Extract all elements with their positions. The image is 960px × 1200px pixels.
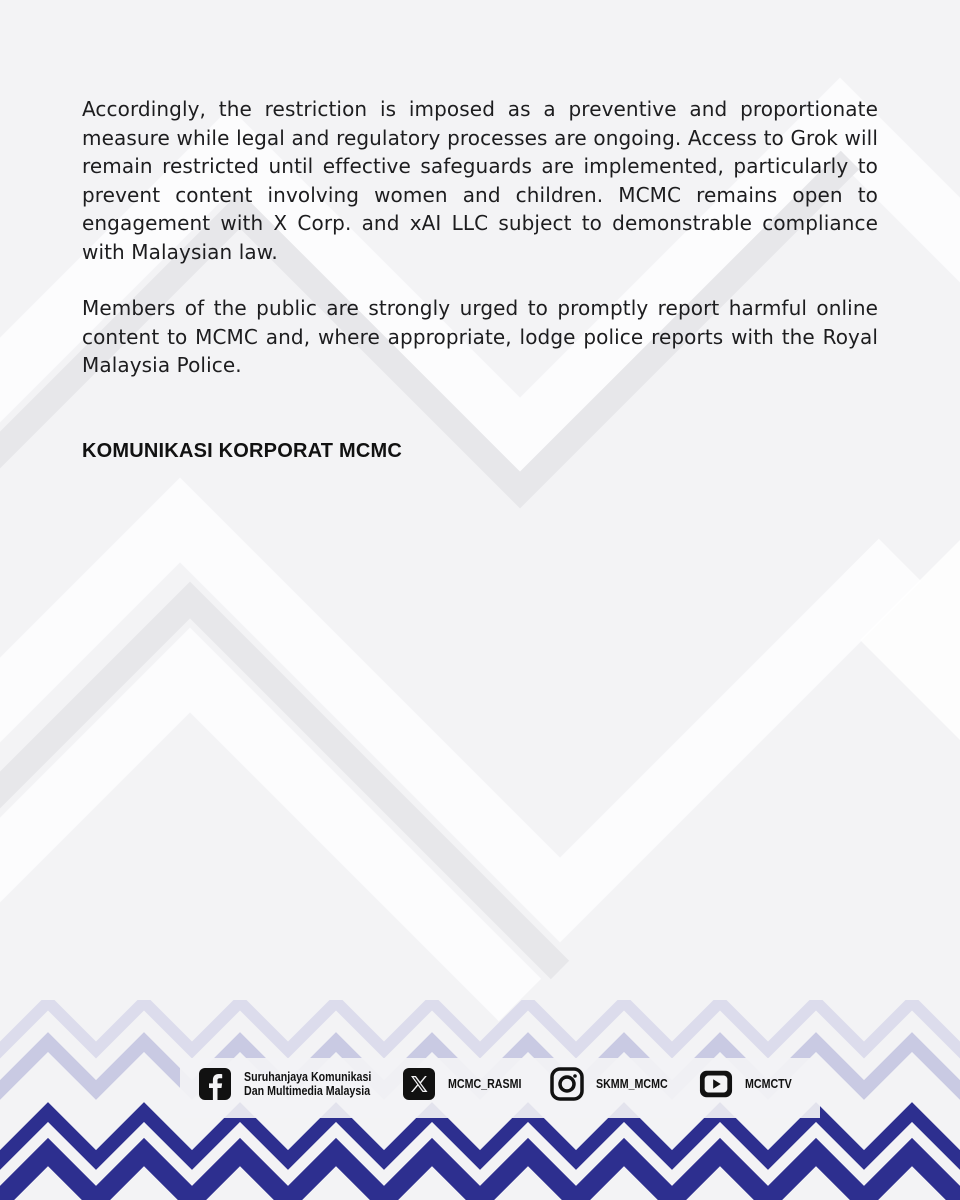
x-handle: MCMC_RASMI bbox=[448, 1076, 522, 1091]
youtube-icon bbox=[699, 1067, 733, 1101]
footer-youtube[interactable] bbox=[699, 1064, 802, 1104]
paragraph-restriction: Accordingly, the restriction is imposed as a preventive and proportionate measure while legal and regulatory processes are ongoing. Access to Grok will remain restricted until effective safeguards are implemented, particularly to prevent content involving women and children. MCMC remains open to engagement with X Corp. and xAI LLC subject to demonstrable compliance with Malaysian law. bbox=[82, 97, 878, 264]
footer-facebook[interactable] bbox=[198, 1064, 399, 1104]
paragraph-public-advice: Members of the public are strongly urged to promptly report harmful online content to MCMC and, where appropriate, lodge police reports with the Royal Malaysia Police. bbox=[82, 296, 878, 377]
facebook-label-line1: Suruhanjaya Komunikasi bbox=[244, 1069, 372, 1084]
footer-x[interactable] bbox=[402, 1064, 538, 1104]
instagram-icon bbox=[550, 1067, 584, 1101]
signature: KOMUNIKASI KORPORAT MCMC bbox=[82, 439, 402, 462]
facebook-label-line2: Dan Multimedia Malaysia bbox=[244, 1083, 371, 1098]
youtube-handle: MCMCTV bbox=[745, 1076, 792, 1091]
footer-instagram[interactable] bbox=[550, 1064, 683, 1104]
x-icon bbox=[402, 1067, 436, 1101]
instagram-handle: SKMM_MCMC bbox=[596, 1076, 668, 1091]
facebook-icon bbox=[198, 1067, 232, 1101]
statement-body bbox=[82, 95, 878, 463]
